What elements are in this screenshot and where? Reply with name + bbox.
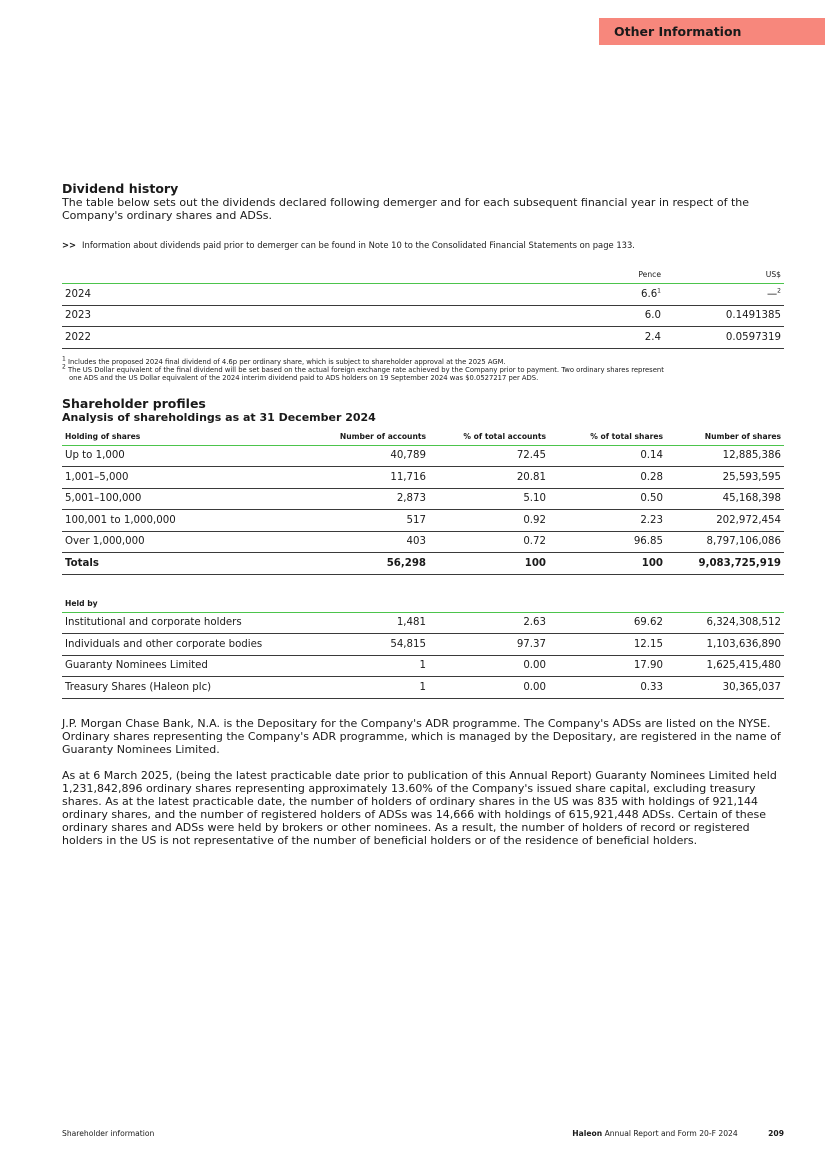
table-row <box>62 284 784 306</box>
dividend-footnotes <box>62 355 784 383</box>
dividend-pence: 6.0 <box>442 305 664 327</box>
footnote-ref: 1 <box>657 287 661 295</box>
table-row: Up to 1,000 40,789 72.45 0.14 12,885,386 <box>62 445 784 467</box>
dividend-usd: 0.0597319 <box>664 327 784 349</box>
footnote: $^1$ Includes the proposed 2024 final dividend of 4.6p per ordinary share, which is subject to shareholder approval at the 2025 AGM. <box>62 355 506 366</box>
dividend-year: 2024 <box>62 284 442 306</box>
dividend-intro: The table below sets out the dividends declared following demerger and for each subsequent financial year in respect of the Company's ordinary shares and ADSs. <box>62 196 750 222</box>
dividend-year: 2023 <box>62 305 442 327</box>
us-holders-paragraph: As at 6 March 2025, (being the latest practicable date prior to publication of this Annual Report) Guaranty Nominees Limited held 1,231,842,896 ordinary shares representing approximately 13.60% of the Company's issued share capital, excluding treasury shares. As at the latest practicable date, the number of holders of ordinary shares in the US was 835 with holdings of 921,144 ordinary shares, and the number of registered holders of ADSs was 14,666 with holdings of 615,921,448 ADSs. Certain of these ordinary shares and ADSs were held by brokers or other nominees. As a result, the number of holders of record or registered holders in the US is not representative of the number of beneficial holders or of the residence of beneficial holders. <box>62 768 777 847</box>
shareholdings-subtitle: Analysis of shareholdings as at 31 December 2024 <box>62 410 376 424</box>
footnote: $^2$ The US Dollar equivalent of the final dividend will be set based on the actual foreign exchange rate achieved by the Company prior to payment. Two ordinary shares represent <box>62 363 664 374</box>
footnote-ref: 2 <box>777 287 781 295</box>
shareholder-profiles-title: Shareholder profiles <box>62 395 206 411</box>
dividend-pence: 2.4 <box>442 327 664 349</box>
dividend-col-year <box>62 266 442 284</box>
page-footer <box>62 1129 784 1138</box>
reference-text: Information about dividends paid prior to demerger can be found in Note 10 to the Consolidated Financial Statements on page 133. <box>82 240 635 250</box>
page-content <box>62 181 784 847</box>
table-row: Institutional and corporate holders 1,481 2.63 69.62 6,324,308,512 <box>62 612 784 634</box>
col-accounts: Number of accounts <box>302 428 429 446</box>
footer-report: Annual Report and Form 20-F 2024 <box>604 1129 738 1138</box>
col-holding: Holding of shares <box>62 428 302 446</box>
table-row: 1,001–5,000 11,716 20.81 0.28 25,593,595 <box>62 467 784 489</box>
reference-marker: >> <box>62 240 77 250</box>
footer-right <box>572 1129 784 1138</box>
dividend-year: 2022 <box>62 327 442 349</box>
dividend-header-row <box>62 266 784 284</box>
col-pct-accounts: % of total accounts <box>429 428 549 446</box>
table-row: 5,001–100,000 2,873 5.10 0.50 45,168,398 <box>62 488 784 510</box>
dividend-table <box>62 266 784 349</box>
dividend-usd: 0.1491385 <box>664 305 784 327</box>
dividend-col-pence: Pence <box>442 266 664 284</box>
dividend-usd: —$^2$ <box>664 284 784 306</box>
dividend-history-title: Dividend history <box>62 181 179 196</box>
table-row: Over 1,000,000 403 0.72 96.85 8,797,106,086 <box>62 531 784 553</box>
held-by-header-row <box>62 595 784 613</box>
table-row: Treasury Shares (Haleon plc) 1 0.00 0.33 30,365,037 <box>62 677 784 699</box>
page-number: 209 <box>768 1129 784 1138</box>
held-by-table <box>62 595 784 699</box>
footer-brand: Haleon <box>572 1129 603 1138</box>
table-row: Guaranty Nominees Limited 1 0.00 17.90 1,625,415,480 <box>62 655 784 677</box>
col-shares: Number of shares <box>666 428 784 446</box>
table-row <box>62 305 784 327</box>
table-row <box>62 327 784 349</box>
footnote-continued: one ADS and the US Dollar equivalent of the 2024 interim dividend paid to ADS holders on 19 September 2024 was $0.0527217 per ADS. <box>69 374 539 383</box>
table-row: 100,001 to 1,000,000 517 0.92 2.23 202,972,454 <box>62 510 784 532</box>
depositary-paragraph: J.P. Morgan Chase Bank, N.A. is the Depositary for the Company's ADR programme. The Company's ADSs are listed on the NYSE. Ordinary shares representing the Company's ADR programme, which is managed by the Depositary, are registered in the name of Guaranty Nominees Limited. <box>62 716 781 756</box>
shareholdings-table <box>62 428 784 575</box>
dividend-pence: $6.6^1$ <box>442 284 664 306</box>
shareholdings-header-row <box>62 428 784 446</box>
footer-section: Shareholder information <box>62 1129 155 1138</box>
section-tab: Other Information <box>599 18 825 45</box>
totals-row: Totals 56,298 100 100 9,083,725,919 <box>62 553 784 575</box>
table-row: Individuals and other corporate bodies 54,815 97.37 12.15 1,103,636,890 <box>62 634 784 656</box>
dividend-col-usd: US$ <box>664 266 784 284</box>
held-by-label: Held by <box>62 595 302 613</box>
col-pct-shares: % of total shares <box>549 428 666 446</box>
dividend-reference <box>62 240 784 251</box>
